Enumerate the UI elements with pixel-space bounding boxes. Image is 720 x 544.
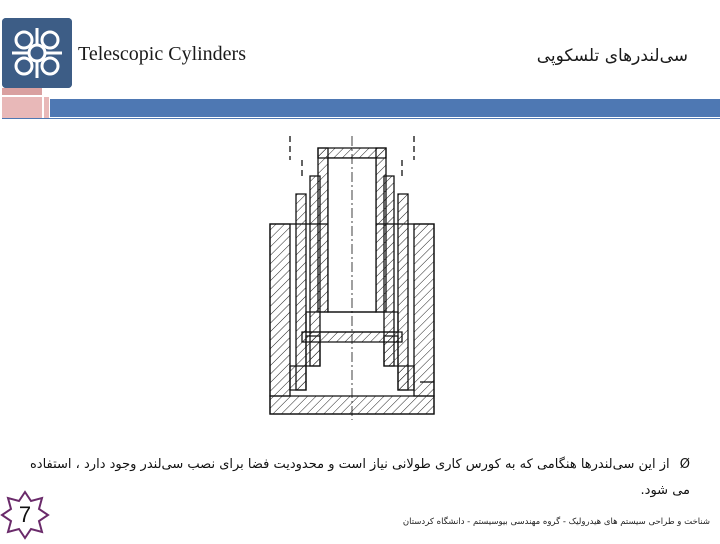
decor-square — [2, 97, 42, 119]
footer-caption: شناخت و طراحی سیستم های هیدرولیک - گروه مهندسی بیوسیستم - دانشگاه کردستان — [402, 517, 710, 527]
telescopic-cylinder-drawing — [262, 136, 442, 420]
slide-title-english: Telescopic Cylinders — [78, 43, 246, 65]
header-divider — [2, 118, 720, 119]
page-number-badge — [0, 490, 50, 540]
decor-square — [44, 97, 49, 119]
bullet-arrow-icon: Ø — [679, 457, 690, 472]
slide-title-persian: سی‌لندرهای تلسکوپی — [536, 46, 688, 66]
header-bar — [50, 99, 720, 117]
body-paragraph — [30, 452, 690, 504]
paragraph-text: از این سی‌لندرها هنگامی که به کورس کاری طولانی نیاز است و محدودیت فضا برای نصب سی‌لندر وجود دارد ، استفاده می شود. — [29, 457, 690, 498]
university-logo — [2, 18, 72, 88]
page-number: 7 — [18, 502, 32, 527]
decor-square — [2, 88, 42, 95]
